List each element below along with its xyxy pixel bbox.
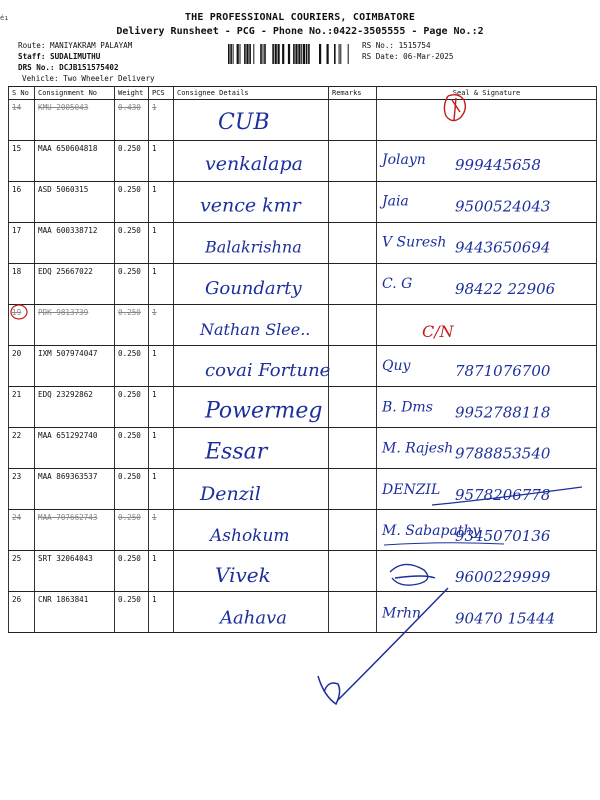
cell-remarks bbox=[329, 346, 377, 387]
handwritten-signature: C. G bbox=[382, 275, 413, 292]
cell-consignee bbox=[174, 223, 329, 264]
cell-pcs: 1 bbox=[149, 469, 174, 510]
handwritten-consignee: Denzil bbox=[200, 482, 261, 505]
handwritten-consignee: Aahava bbox=[220, 607, 287, 629]
barcode-bar bbox=[334, 44, 336, 64]
document-title: THE PROFESSIONAL COURIERS, COIMBATORE bbox=[184, 12, 416, 23]
barcode-bar bbox=[295, 44, 297, 64]
cell-consignee bbox=[174, 346, 329, 387]
cell-consignment: IXM 507974047 bbox=[35, 346, 115, 387]
cell-seal bbox=[377, 510, 597, 551]
cell-consignment: ASD 5060315 bbox=[35, 182, 115, 223]
handwritten-consignee: venkalapa bbox=[205, 153, 303, 176]
cell-weight: 0.250 bbox=[115, 592, 149, 633]
table-row bbox=[9, 264, 597, 305]
cell-seal bbox=[377, 264, 597, 305]
handwritten-consignee: Goundarty bbox=[205, 277, 302, 299]
handwritten-phone: 9952788118 bbox=[455, 403, 551, 422]
handwritten-consignee: CUB bbox=[218, 110, 270, 135]
cell-remarks bbox=[329, 141, 377, 182]
cell-consignment: MAA 869363537 bbox=[35, 469, 115, 510]
cell-consignee bbox=[174, 182, 329, 223]
cell-weight: 0.250 bbox=[115, 469, 149, 510]
cell-consignee bbox=[174, 510, 329, 551]
cell-weight: 0.250 bbox=[115, 223, 149, 264]
barcode-bar bbox=[319, 44, 321, 64]
cell-remarks bbox=[329, 182, 377, 223]
table-header-row bbox=[9, 87, 597, 100]
barcode-bar bbox=[253, 44, 254, 64]
cell-pcs: 1 bbox=[149, 182, 174, 223]
handwritten-phone: 9345070136 bbox=[455, 527, 551, 545]
cell-seal bbox=[377, 305, 597, 346]
handwritten-phone: 9500524043 bbox=[455, 197, 551, 216]
handwritten-signature: M. Rajesh bbox=[382, 440, 454, 457]
col-header-consignment: Consignment No bbox=[35, 87, 115, 100]
cell-weight: 0.250 bbox=[115, 182, 149, 223]
cell-pcs: 1 bbox=[149, 141, 174, 182]
barcode-bar bbox=[340, 44, 341, 64]
cell-sno: 15 bbox=[9, 141, 35, 182]
cell-sno: 17 bbox=[9, 223, 35, 264]
cell-pcs: 1 bbox=[149, 510, 174, 551]
cell-sno: 21 bbox=[9, 387, 35, 428]
barcode-bar bbox=[301, 44, 302, 64]
table-row bbox=[9, 387, 597, 428]
cell-consignee bbox=[174, 428, 329, 469]
barcode-bar bbox=[237, 44, 239, 64]
barcode-bar bbox=[240, 44, 241, 64]
handwritten-consignee: Powermeg bbox=[205, 398, 323, 424]
cell-weight: 0.250 bbox=[115, 387, 149, 428]
cell-sno: 18 bbox=[9, 264, 35, 305]
table-row bbox=[9, 510, 597, 551]
table-row bbox=[9, 469, 597, 510]
barcode-bar bbox=[303, 44, 305, 64]
handwritten-phone: 9788853540 bbox=[455, 444, 551, 463]
cell-consignee bbox=[174, 141, 329, 182]
cell-weight: 0.250 bbox=[115, 510, 149, 551]
table-row bbox=[9, 305, 597, 346]
cell-remarks bbox=[329, 592, 377, 633]
cell-pcs: 1 bbox=[149, 223, 174, 264]
cell-consignment: KMU 2005043 bbox=[35, 100, 115, 141]
drs-number: DRS No.: DCJB151575402 bbox=[18, 63, 119, 72]
cell-sno: 14 bbox=[9, 100, 35, 141]
cell-weight: 0.250 bbox=[115, 141, 149, 182]
cell-consignment: EDQ 23292862 bbox=[35, 387, 115, 428]
cell-consignment: MAA 650604818 bbox=[35, 141, 115, 182]
handwritten-signature: B. Dms bbox=[382, 399, 433, 416]
handwritten-signature: Jaia bbox=[382, 193, 409, 210]
barcode-bar bbox=[327, 44, 329, 64]
cell-consignee bbox=[174, 469, 329, 510]
barcode-bar bbox=[348, 44, 349, 64]
barcode-bar bbox=[249, 44, 251, 64]
barcode-bar bbox=[263, 44, 264, 64]
barcode-bar bbox=[308, 44, 310, 64]
document-subtitle: Delivery Runsheet - PCG - Phone No.:0422-3505555 - Page No.:2 bbox=[116, 26, 484, 37]
handwritten-signature: Jolayn bbox=[382, 152, 426, 169]
cell-consignment: CNR 1863841 bbox=[35, 592, 115, 633]
handwritten-phone: 7871076700 bbox=[455, 362, 551, 381]
barcode-bar bbox=[339, 44, 340, 64]
cell-consignment: EDQ 25667022 bbox=[35, 264, 115, 305]
barcode-bar bbox=[230, 44, 232, 64]
cell-remarks bbox=[329, 264, 377, 305]
cell-remarks bbox=[329, 223, 377, 264]
cell-seal bbox=[377, 592, 597, 633]
cell-seal bbox=[377, 428, 597, 469]
handwritten-consignee: Nathan Slee.. bbox=[200, 320, 311, 339]
cell-consignment: SRT 32064043 bbox=[35, 551, 115, 592]
table-row bbox=[9, 141, 597, 182]
cell-weight: 0.250 bbox=[115, 551, 149, 592]
barcode-bar bbox=[293, 44, 295, 64]
handwritten-phone: 999445658 bbox=[455, 156, 541, 175]
cell-sno: 22 bbox=[9, 428, 35, 469]
cell-weight: 0.250 bbox=[115, 346, 149, 387]
handwritten-signature: Mrhn bbox=[382, 605, 422, 622]
cell-seal bbox=[377, 141, 597, 182]
vehicle-text: Vehicle: Two Wheeler Delivery bbox=[22, 74, 155, 83]
cell-weight: 0.250 bbox=[115, 305, 149, 346]
cell-seal bbox=[377, 387, 597, 428]
cell-remarks bbox=[329, 469, 377, 510]
cell-sno: 20 bbox=[9, 346, 35, 387]
cell-consignment: MAA 651292740 bbox=[35, 428, 115, 469]
cell-seal bbox=[377, 223, 597, 264]
route-text: Route: MANIYAKRAM PALAYAM bbox=[18, 41, 133, 50]
cell-remarks bbox=[329, 387, 377, 428]
handwritten-consignee: Vivek bbox=[215, 563, 271, 588]
barcode-image bbox=[228, 44, 356, 64]
runsheet-table bbox=[8, 86, 597, 633]
cell-seal bbox=[377, 100, 597, 141]
cell-pcs: 1 bbox=[149, 305, 174, 346]
cell-sno: 19 bbox=[9, 305, 35, 346]
cell-consignment: MAA 707662743 bbox=[35, 510, 115, 551]
table-row bbox=[9, 592, 597, 633]
cell-sno: 25 bbox=[9, 551, 35, 592]
cell-sno: 26 bbox=[9, 592, 35, 633]
cell-weight: 0.250 bbox=[115, 264, 149, 305]
cell-remarks bbox=[329, 100, 377, 141]
cell-remarks bbox=[329, 305, 377, 346]
barcode-bar bbox=[260, 44, 262, 64]
cell-remarks bbox=[329, 510, 377, 551]
handwritten-phone: 90470 15444 bbox=[455, 609, 556, 628]
cell-consignee bbox=[174, 264, 329, 305]
handwritten-consignee: Balakrishna bbox=[205, 237, 302, 257]
cell-pcs: 1 bbox=[149, 346, 174, 387]
cell-sno: 16 bbox=[9, 182, 35, 223]
col-header-consignee: Consignee Details bbox=[174, 87, 329, 100]
cell-seal bbox=[377, 469, 597, 510]
handwritten-consignee: vence kmr bbox=[200, 194, 301, 217]
barcode-bar bbox=[288, 44, 290, 64]
barcode-bar bbox=[278, 44, 280, 64]
cell-consignee bbox=[174, 100, 329, 141]
handwritten-consignee: Ashokum bbox=[210, 526, 290, 546]
handwritten-consignee: covai Fortune bbox=[205, 360, 331, 382]
barcode-bar bbox=[282, 44, 284, 64]
handwritten-signature: Quy bbox=[382, 358, 411, 375]
handwritten-phone: 9600229999 bbox=[455, 568, 551, 587]
cell-remarks bbox=[329, 551, 377, 592]
barcode-bar bbox=[233, 44, 234, 64]
table-row bbox=[9, 428, 597, 469]
cell-seal bbox=[377, 346, 597, 387]
cell-consignment: PDK 9813739 bbox=[35, 305, 115, 346]
handwritten-phone: 98422 22906 bbox=[455, 279, 556, 298]
table-row bbox=[9, 100, 597, 141]
cell-seal bbox=[377, 182, 597, 223]
table-row bbox=[9, 182, 597, 223]
cell-remarks bbox=[329, 428, 377, 469]
barcode-bar bbox=[244, 44, 246, 64]
cell-consignee bbox=[174, 387, 329, 428]
red-cn-note: C/N bbox=[422, 322, 454, 341]
cell-seal bbox=[377, 551, 597, 592]
barcode-bar bbox=[246, 44, 248, 64]
col-header-remarks: Remarks bbox=[329, 87, 377, 100]
cell-consignee bbox=[174, 592, 329, 633]
col-header-pcs: PCS bbox=[149, 87, 174, 100]
col-header-weight: Weight bbox=[115, 87, 149, 100]
page-mark: éı bbox=[0, 14, 9, 22]
col-header-seal: Seal & Signature bbox=[377, 87, 597, 100]
handwritten-signature: DENZIL bbox=[382, 481, 441, 498]
rs-number: RS No.: 1515754 bbox=[362, 41, 431, 50]
barcode-bar bbox=[275, 44, 277, 64]
handwritten-consignee: Essar bbox=[205, 439, 268, 465]
cell-pcs: 1 bbox=[149, 387, 174, 428]
cell-pcs: 1 bbox=[149, 551, 174, 592]
cell-weight: 0.430 bbox=[115, 100, 149, 141]
staff-text: Staff: SUDALIMUTHU bbox=[18, 52, 101, 61]
barcode-bar bbox=[272, 44, 274, 64]
handwritten-signature: V Suresh bbox=[382, 234, 447, 251]
handwritten-phone: 9443650694 bbox=[455, 238, 551, 257]
barcode-bar bbox=[264, 44, 266, 64]
cell-consignment: MAA 600338712 bbox=[35, 223, 115, 264]
col-header-sno: S No bbox=[9, 87, 35, 100]
barcode-bar bbox=[298, 44, 300, 64]
handwritten-signature: M. Sabapathy bbox=[382, 523, 481, 539]
table-row bbox=[9, 551, 597, 592]
cell-pcs: 1 bbox=[149, 428, 174, 469]
table-row bbox=[9, 223, 597, 264]
cell-consignee bbox=[174, 551, 329, 592]
cell-sno: 23 bbox=[9, 469, 35, 510]
barcode-bar bbox=[228, 44, 230, 64]
cell-weight: 0.250 bbox=[115, 428, 149, 469]
table-row bbox=[9, 346, 597, 387]
cell-pcs: 1 bbox=[149, 100, 174, 141]
cell-consignee bbox=[174, 305, 329, 346]
cell-pcs: 1 bbox=[149, 592, 174, 633]
cell-pcs: 1 bbox=[149, 264, 174, 305]
table-body bbox=[9, 100, 597, 633]
barcode-bar bbox=[306, 44, 308, 64]
handwritten-phone: 9578206778 bbox=[455, 485, 551, 504]
cell-sno: 24 bbox=[9, 510, 35, 551]
rs-date: RS Date: 06-Mar-2025 bbox=[362, 52, 454, 61]
